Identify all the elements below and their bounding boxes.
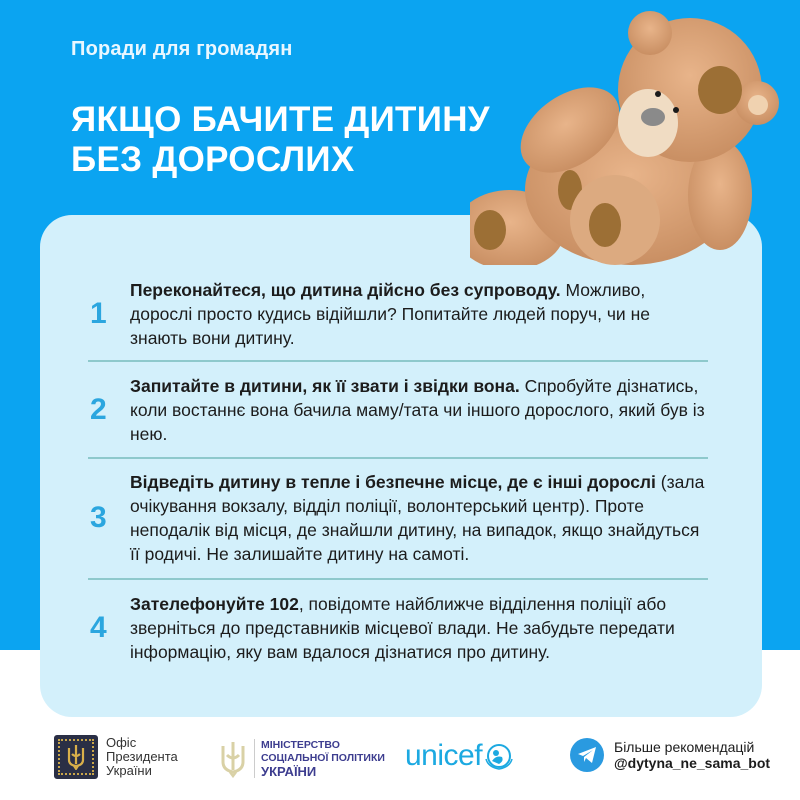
tip-body-text: Спробуйте дізнатись, коли востаннє вона бачила маму/тата чи іншого дорослого, який був із нею. [130, 376, 705, 444]
divider [88, 457, 708, 459]
tip-body-text: , повідомте найближче відділення поліції або зверніться до представників місцевої влади. Не забудьте передати інформацію, яку вам вдалося дізнатися про дитину. [130, 594, 675, 662]
tip-text [130, 278, 710, 350]
office-line-1: Офіс [106, 735, 137, 750]
ministry-line-1: МІНІСТЕРСТВО [261, 739, 340, 751]
tip-bold-text: Запитайте в дитини, як її звати і звідки вона. [130, 376, 520, 396]
tip-item-3 [90, 468, 710, 568]
tip-body-text: (зала очікування вокзалу, відділ поліції, волонтерський центр). Проте неподалік від місця, де знайшли дитину, на випадок, якщо знайдуться її родичі. Не залишайте дитину на самоті. [130, 472, 705, 564]
ministry-line-3: УКРАЇНИ [261, 764, 317, 779]
page-title [71, 100, 490, 180]
tip-number: 4 [90, 611, 107, 644]
footer [0, 725, 800, 800]
tip-item-1 [90, 274, 710, 354]
telegram-handle[interactable]: @dytyna_ne_sama_bot [614, 755, 771, 771]
title-line-2: БЕЗ ДОРОСЛИХ [71, 140, 355, 179]
unicef-logo [405, 739, 514, 773]
telegram-bot-link[interactable] [570, 738, 770, 772]
telegram-label: Більше рекомендацій [614, 739, 755, 755]
divider [88, 578, 708, 580]
tip-bold-text: Зателефонуйте 102 [130, 594, 299, 614]
office-line-3: України [106, 763, 152, 778]
tip-text [130, 374, 710, 446]
office-president-logo [54, 735, 178, 779]
title-line-1: ЯКЩО БАЧИТЕ ДИТИНУ [71, 100, 490, 139]
unicef-wordmark: unicef [405, 739, 483, 772]
tip-body-text: Можливо, дорослі просто кудись відійшли? Попитайте людей поруч, чи не знають вони дитину. [130, 280, 650, 348]
tip-text [130, 592, 710, 664]
tip-number: 1 [90, 297, 107, 330]
tip-item-2 [90, 372, 710, 448]
tip-item-4 [90, 590, 710, 666]
tip-text [130, 470, 710, 566]
telegram-icon [570, 738, 604, 772]
tip-number: 2 [90, 393, 107, 426]
trident-emblem-icon [54, 735, 98, 779]
ministry-line-2: СОЦІАЛЬНОЇ ПОЛІТИКИ [261, 752, 385, 764]
tip-bold-text: Переконайтеся, що дитина дійсно без супроводу. [130, 280, 561, 300]
tip-number: 3 [90, 501, 107, 534]
office-line-2: Президента [106, 749, 178, 764]
unicef-globe-icon [484, 741, 514, 771]
tip-bold-text: Відведіть дитину в тепле і безпечне місце, де є інші дорослі [130, 472, 656, 492]
divider [88, 360, 708, 362]
subtitle: Поради для громадян [71, 38, 293, 60]
trident-emblem-icon [218, 740, 248, 778]
teddy-bear-image [470, 5, 800, 265]
ministry-logo [218, 739, 385, 778]
